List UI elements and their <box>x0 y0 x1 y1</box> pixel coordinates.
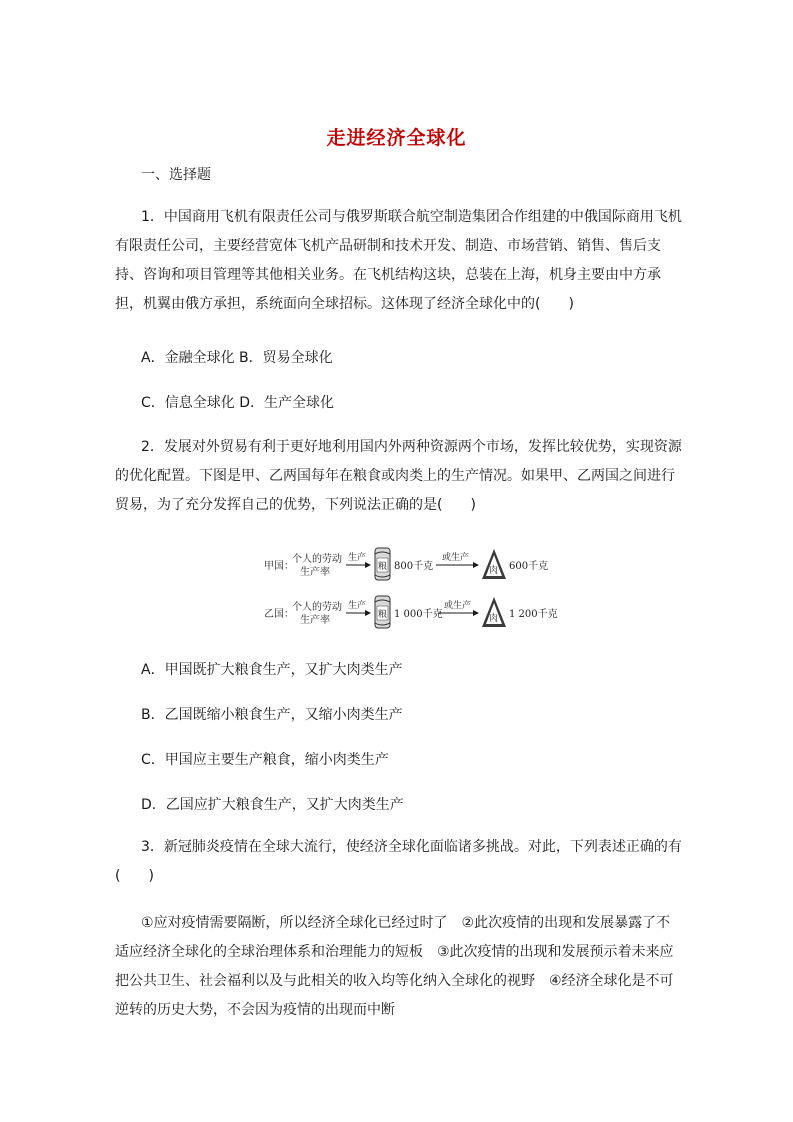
arrow-label: 或生产 <box>442 553 470 563</box>
meat-amount: 1 200千克 <box>509 609 558 620</box>
question-1-options-cd: C．信息全球化 D．生产全球化 <box>141 395 335 411</box>
arrow-label: 生产 <box>348 601 367 611</box>
productivity-label: 生产率 <box>300 615 330 626</box>
question-1-options-ab: A．金融全球化 B．贸易全球化 <box>141 350 333 366</box>
meat-icon <box>482 549 506 579</box>
grain-amount: 800千克 <box>394 561 434 572</box>
figure-row-jia <box>264 548 548 580</box>
meat-amount: 600千克 <box>509 561 549 572</box>
productivity-label: 个人的劳动 <box>292 602 342 613</box>
meat-icon <box>482 597 506 627</box>
question-2-option-b: B．乙国既缩小粮食生产，又缩小肉类生产 <box>141 707 403 723</box>
question-3-statements: ①应对疫情需要隔断，所以经济全球化已经过时了 ②此次疫情的出现和发展暴露了不适应经济全球化的全球治理体系和治理能力的短板 ③此次疫情的出现和发展预示着未来应把公共卫生、社会福利以及与此相关的收入均等化纳入全球化的视野 ④经济全球化是不可逆转的历史大势，不会因为疫情的出现而中断 <box>115 915 674 1018</box>
country-label: 甲国： <box>264 561 294 572</box>
question-2-stem: 2．发展对外贸易有利于更好地利用国内外两种资源两个市场，发挥比较优势，实现资源的优化配置。下图是甲、乙两国每年在粮食或肉类上的生产情况。如果甲、乙两国之间进行贸易，为了充分发挥自己的优势，下列说法正确的是( ) <box>115 439 682 513</box>
meat-label: 肉 <box>489 566 499 576</box>
question-1-stem: 1．中国商用飞机有限责任公司与俄罗斯联合航空制造集团合作组建的中俄国际商用飞机有限责任公司，主要经营宽体飞机产品研制和技术开发、制造、市场营销、销售、售后支持、咨询和项目管理等其他相关业务。在飞机结构这块，总装在上海，机身主要由中方承担，机翼由俄方承担，系统面向全球招标。这体现了经济全球化中的( ) <box>115 209 682 312</box>
question-2-option-d: D．乙国应扩大粮食生产，又扩大肉类生产 <box>141 797 404 813</box>
productivity-label: 个人的劳动 <box>292 554 342 565</box>
grain-label: 粮 <box>378 562 388 572</box>
grain-amount: 1 000千克 <box>394 609 443 620</box>
question-2-option-a: A．甲国既扩大粮食生产，又扩大肉类生产 <box>141 662 403 678</box>
meat-label: 肉 <box>489 614 499 624</box>
section-heading: 一、选择题 <box>141 167 211 183</box>
production-figure <box>262 545 562 631</box>
question-2-option-c: C．甲国应主要生产粮食，缩小肉类生产 <box>141 752 389 768</box>
page-title: 走进经济全球化 <box>326 127 467 149</box>
productivity-label: 生产率 <box>300 567 330 578</box>
arrow-label: 或生产 <box>444 601 472 611</box>
figure-row-yi <box>264 596 558 628</box>
arrow-label: 生产 <box>348 553 367 563</box>
country-label: 乙国： <box>264 609 294 620</box>
grain-label: 粮 <box>378 610 388 620</box>
grain-sack-icon <box>375 596 390 628</box>
question-3-stem: 3．新冠肺炎疫情在全球大流行，使经济全球化面临诸多挑战。对此，下列表述正确的有( ) <box>115 839 682 884</box>
grain-sack-icon <box>375 548 390 580</box>
